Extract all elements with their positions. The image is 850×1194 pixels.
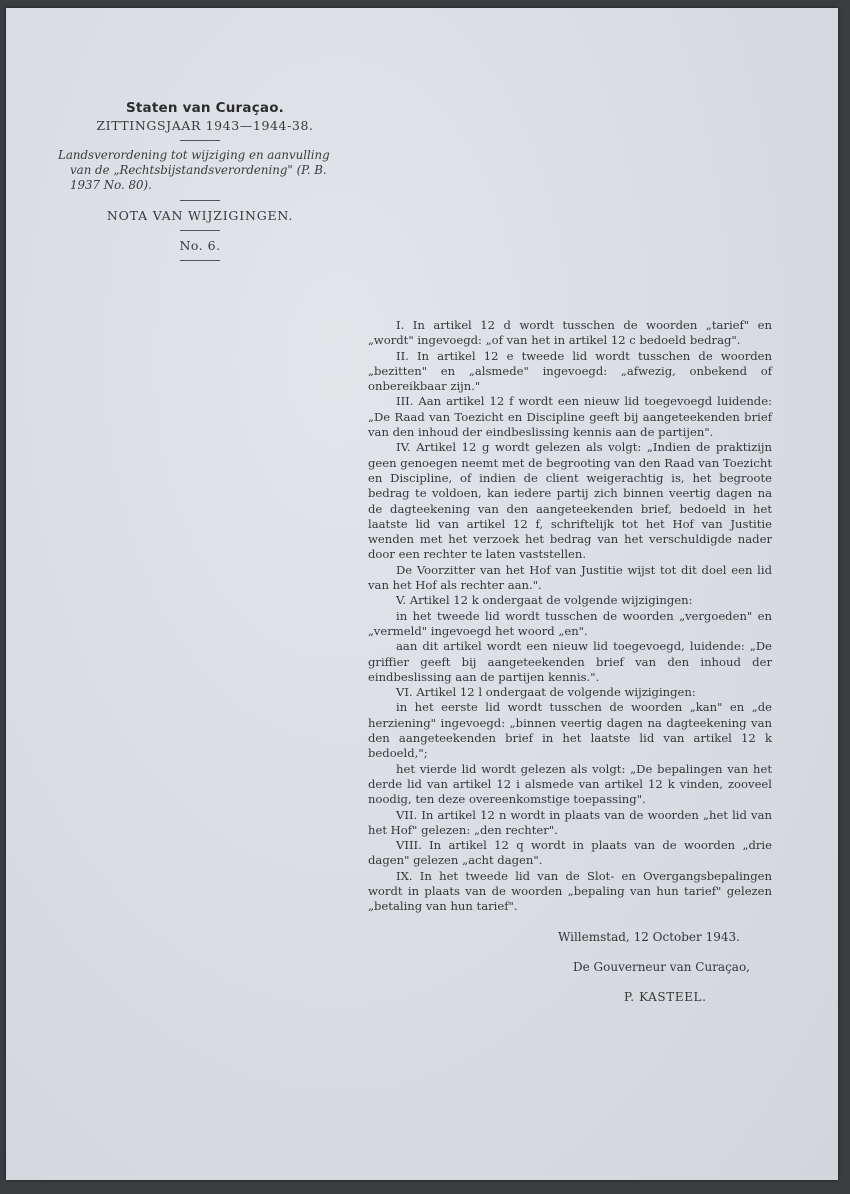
ordinance-line-2: van de „Rechtsbijstandsverordening" (P. B. bbox=[70, 163, 327, 177]
amendment-paragraph: VIII. In artikel 12 q wordt in plaats van de woorden „drie dagen" gelezen „acht dagen". bbox=[368, 838, 772, 868]
document-page bbox=[6, 8, 838, 1180]
amendment-paragraph: De Voorzitter van het Hof van Justitie wijst tot dit doel een lid van het Hof als rechter aan.". bbox=[368, 562, 772, 593]
amendment-paragraph: II. In artikel 12 e tweede lid wordt tusschen de woorden „bezitten" en „alsmede" ingevoegd: „afwezig, onbekend of onbereikbaar zijn." bbox=[368, 348, 772, 394]
amendment-paragraph: V. Artikel 12 k ondergaat de volgende wijzigingen: bbox=[396, 593, 693, 608]
document-header bbox=[50, 100, 350, 268]
nota-title: NOTA VAN WIJZIGINGEN. bbox=[106, 208, 294, 223]
signature-name: P. KASTEEL. bbox=[624, 990, 707, 1004]
place-date: Willemstad, 12 October 1943. bbox=[558, 930, 740, 944]
amendment-paragraph: IV. Artikel 12 g wordt gelezen als volgt: „Indien de praktizijn geen genoegen neemt met de begrooting van den Raad van Toezicht en Discipline, of indien de client weigerachtig is, het begroote bedrag te voldoen, kan iedere partij zich binnen veertig dagen na de dagteekening van den aangeteekenden brief, bedoeld in het laatste lid van artikel 12 f, schriftelijk tot het Hof van Justitie wenden met het verzoek het bedrag van het verschuldigde nader door een rechter te laten vaststellen. bbox=[368, 440, 772, 562]
amendment-paragraph: VI. Artikel 12 l ondergaat de volgende wijzigingen: bbox=[396, 685, 696, 700]
ordinance-line-1: Landsverordening tot wijziging en aanvulling bbox=[58, 148, 330, 162]
divider bbox=[180, 230, 220, 231]
divider bbox=[180, 260, 220, 261]
amendment-paragraph: in het eerste lid wordt tusschen de woorden „kan" en „de herziening" ingevoegd: „binnen veertig dagen na dagteekening van den aangeteekenden brief in het laatste lid van artikel 12 k bedoeld,"; bbox=[368, 700, 772, 761]
governor-title: De Gouverneur van Curaçao, bbox=[573, 960, 750, 974]
amendments-body bbox=[368, 318, 772, 915]
session-year: ZITTINGSJAAR 1943—1944-38. bbox=[96, 118, 314, 133]
amendment-paragraph: in het tweede lid wordt tusschen de woorden „vergoeden" en „vermeld" ingevoegd het woord „en". bbox=[368, 608, 772, 638]
document-number: No. 6. bbox=[179, 238, 221, 253]
org-title: Staten van Curaçao. bbox=[125, 100, 285, 116]
amendment-paragraph: III. Aan artikel 12 f wordt een nieuw lid toegevoegd luidende: „De Raad van Toezicht en Discipline geeft bij aangeteekenden brief van den inhoud der eindbeslissing kennis aan de partijen". bbox=[368, 394, 772, 440]
amendment-paragraph: aan dit artikel wordt een nieuw lid toegevoegd, luidende: „De griffier geeft bij aangeteekenden brief van den inhoud der eindbeslissing aan de partijen kennis.". bbox=[368, 639, 772, 684]
divider bbox=[180, 140, 220, 141]
amendment-paragraph: I. In artikel 12 d wordt tusschen de woorden „tarief" en „wordt" ingevoegd: „of van het in artikel 12 c bedoeld bedrag". bbox=[368, 318, 772, 348]
ordinance-line-3: 1937 No. 80). bbox=[70, 178, 152, 192]
amendment-paragraph: IX. In het tweede lid van de Slot- en Overgangsbepalingen wordt in plaats van de woorden „bepaling van hun tarief" gelezen „betaling van hun tarief". bbox=[368, 868, 772, 914]
amendment-paragraph: VII. In artikel 12 n wordt in plaats van de woorden „het lid van het Hof" gelezen: „den rechter". bbox=[368, 807, 772, 837]
ordinance-title bbox=[58, 148, 348, 193]
amendment-paragraph: het vierde lid wordt gelezen als volgt: „De bepalingen van het derde lid van artikel 12 i alsmede van artikel 12 k vinden, zooveel noodig, ten deze overeenkomstige toepassing". bbox=[368, 761, 772, 807]
divider bbox=[180, 200, 220, 201]
